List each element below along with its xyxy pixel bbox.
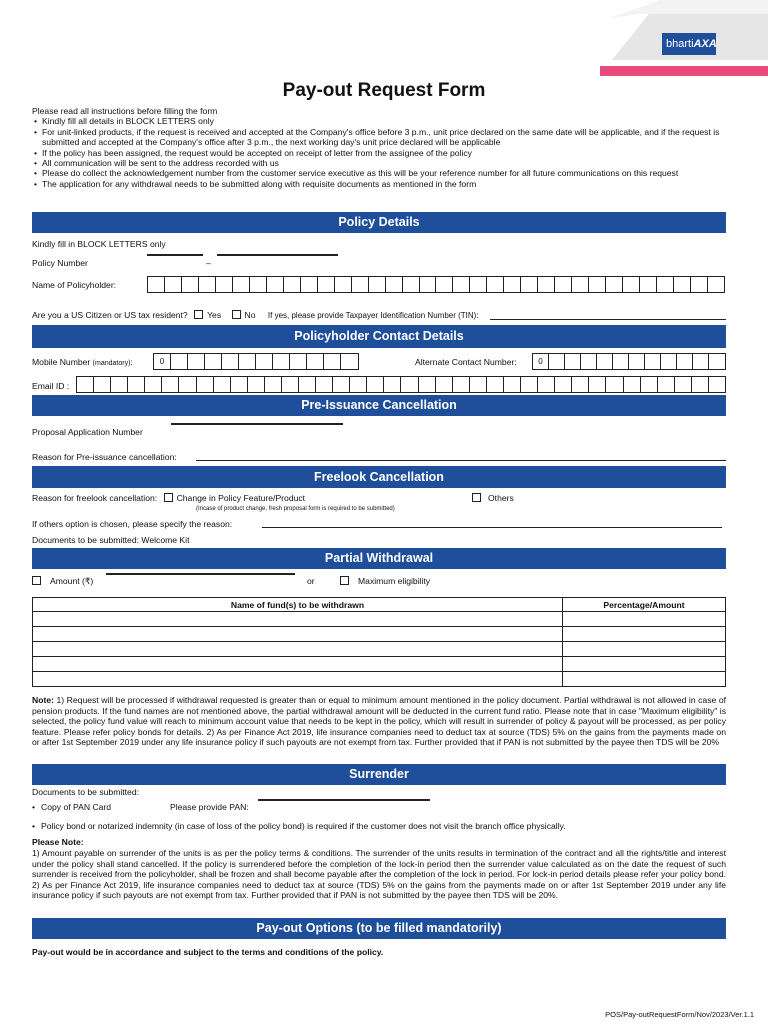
change-policy-checkbox[interactable] — [164, 493, 173, 502]
policyholder-name-label: Name of Policyholder: — [32, 280, 117, 290]
pre-issuance-reason-label: Reason for Pre-issuance cancellation: — [32, 452, 177, 462]
others-label: Others — [488, 493, 514, 503]
surrender-docs-label: Documents to be submitted: — [32, 787, 139, 797]
freelook-documents: Documents to be submitted: Welcome Kit — [32, 535, 190, 545]
contact-heading: Policyholder Contact Details — [32, 325, 726, 348]
fund-name-cell[interactable] — [33, 672, 563, 687]
instruction-item: • All communication will be sent to the address recorded with us — [32, 158, 726, 168]
bond-item — [32, 821, 566, 831]
payout-heading: Pay-out Options (to be filled mandatorily) — [32, 918, 726, 939]
others-reason-label: If others option is chosen, please specify the reason: — [32, 519, 233, 529]
policy-number-label: Policy Number — [32, 258, 88, 268]
please-note-label: Please Note: — [32, 837, 84, 847]
logo-text-bharti: bharti — [666, 38, 694, 50]
note-label: Note: — [32, 695, 54, 705]
instruction-item: • Please do collect the acknowledgement number from the customer service executive as this will be your reference number for all future communications on this request — [32, 168, 726, 178]
funds-table-header — [33, 598, 726, 612]
alt-prefix: 0 — [533, 354, 549, 369]
email-label: Email ID : — [32, 381, 70, 391]
mobile-label: Mobile Number — [32, 357, 91, 367]
fund-name-cell[interactable] — [33, 612, 563, 627]
table-row — [33, 642, 726, 657]
us-no-label: No — [244, 310, 256, 320]
max-eligibility-label: Maximum eligibility — [358, 576, 431, 586]
policy-details-heading: Policy Details — [32, 212, 726, 233]
surrender-note: 1) Amount payable on surrender of the units is as per the policy terms & conditions. The surrender of the units results in termination of the contract and all the rights/title and interest under the policy shall stand cancelled. If the policy is surrendered before the completion of the lock-in period then the surrender value calculated as on the date the request of such surrender is received from the policyholder, shall be frozen and shall become payable after the completion of the lock in period. For lock-in period details please refer your policy bond. 2) As per Finance Act 2019, life insurance companies need to deduct tax at source (TDS) 5% on the gains from the payments made on or after 1st September 2019 under any life insurance policy if such payouts are not exempt from tax. Further provided that if PAN is not submitted by the payee then TDS will be 20%. — [32, 848, 726, 901]
percentage-cell[interactable] — [563, 627, 726, 642]
tin-input[interactable] — [490, 319, 726, 320]
funds-table — [32, 597, 726, 687]
change-policy-label: Change in Policy Feature/Product — [176, 493, 306, 503]
us-no-checkbox[interactable] — [232, 310, 241, 319]
mobile-number-field[interactable] — [153, 353, 359, 370]
others-reason-input[interactable] — [262, 527, 722, 528]
footer-code: POS/Pay-outRequestForm/Nov/2023/Ver.1.1 — [605, 1010, 754, 1019]
policy-number-dash: – — [206, 258, 211, 268]
us-yes-checkbox[interactable] — [194, 310, 203, 319]
amount-checkbox[interactable] — [32, 576, 41, 585]
email-field[interactable] — [76, 376, 726, 393]
change-policy-note: (Incase of product change, fresh proposal form is required to be submitted) — [196, 506, 395, 512]
policy-number-part2[interactable] — [217, 254, 338, 256]
others-checkbox[interactable] — [472, 493, 481, 502]
instructions-intro: Please read all instructions before filling the form — [32, 106, 218, 116]
alt-contact-field[interactable] — [532, 353, 726, 370]
amount-label: Amount (₹) — [50, 576, 94, 586]
bullet: • — [32, 821, 36, 831]
table-row — [33, 657, 726, 672]
amount-option — [32, 576, 93, 586]
amount-field[interactable] — [106, 573, 295, 575]
policy-number-part1[interactable] — [147, 254, 203, 256]
bullet: • — [32, 802, 36, 812]
percentage-cell[interactable] — [563, 657, 726, 672]
table-row — [33, 672, 726, 687]
partial-withdrawal-heading: Partial Withdrawal — [32, 548, 726, 569]
percentage-cell[interactable] — [563, 612, 726, 627]
fund-name-cell[interactable] — [33, 627, 563, 642]
instruction-item: • If the policy has been assigned, the request would be accepted on receipt of letter from the assignee of the policy — [32, 148, 726, 158]
fund-name-header: Name of fund(s) to be withdrawn — [33, 598, 563, 612]
pan-copy-item — [32, 802, 111, 812]
alt-contact-label: Alternate Contact Number: — [415, 357, 517, 367]
freelook-heading: Freelook Cancellation — [32, 466, 726, 488]
pan-prompt: Please provide PAN: — [170, 802, 249, 812]
bond-item-text: Policy bond or notarized indemnity (in case of loss of the policy bond) is required if the customer does not visit the branch office physically. — [41, 821, 566, 831]
instructions — [32, 106, 726, 189]
table-row — [33, 612, 726, 627]
policy-hint: Kindly fill in BLOCK LETTERS only — [32, 239, 166, 249]
page-title: Pay-out Request Form — [282, 80, 486, 101]
max-eligibility-option — [340, 576, 430, 586]
instructions-list — [32, 116, 726, 189]
percentage-cell[interactable] — [563, 642, 726, 657]
pan-copy-label: Copy of PAN Card — [41, 802, 112, 812]
mobile-prefix: 0 — [154, 354, 171, 369]
note-text: 1) Request will be processed if withdrawal requested is greater than or equal to minimum amount mentioned in the policy document. Partial withdrawal is not allowed in case of pension products. If the fund names are not mentioned above, the partial withdrawal amount will be deducted in the current fund ratio. Please note that in case "Maximum eligibility" is selected, the policy fund value will reach to minimum account value that needs to be kept in the policy, which will result in surrender of policy & payout will be processed, as per policy feature. Please refer policy bonds for details. 2) As per Finance Act 2019, life insurance companies need to deduct tax at source (TDS) 5% on the gains from the payments made on or after 1st September 2019 under any life insurance policy if such payouts are not exempt from tax. Further provided that if PAN is not submitted by the payee then TDS will be 20% — [32, 695, 726, 748]
us-question: Are you a US Citizen or US tax resident? — [32, 310, 188, 320]
proposal-number-label: Proposal Application Number — [32, 427, 143, 437]
logo-text-axa: AXA — [693, 38, 717, 50]
proposal-number-field[interactable] — [171, 423, 343, 425]
table-row — [33, 627, 726, 642]
mobile-label-row — [32, 357, 133, 369]
instruction-item: • Kindly fill all details in BLOCK LETTERS only — [32, 116, 726, 126]
mobile-hint: (mandatory) — [92, 360, 131, 367]
policyholder-name-field[interactable] — [147, 276, 725, 293]
percentage-cell[interactable] — [563, 672, 726, 687]
us-yes-label: Yes — [207, 310, 222, 320]
instruction-item: • For unit-linked products, if the request is received and accepted at the Company's office before 3 p.m., unit price declared on the same date will be applicable, and if the request is submitted and accepted at the Company's office after 3 p.m., the next working day's unit price declared will be applicable — [32, 127, 726, 148]
percentage-header: Percentage/Amount — [563, 598, 726, 612]
partial-withdrawal-note — [32, 695, 726, 748]
pre-issuance-reason-input[interactable] — [196, 460, 726, 461]
or-label: or — [307, 576, 315, 586]
tin-label: If yes, please provide Taxpayer Identification Number (TIN): — [267, 311, 479, 320]
fund-name-cell[interactable] — [33, 657, 563, 672]
freelook-reason-row — [32, 493, 726, 503]
pre-issuance-heading: Pre-Issuance Cancellation — [32, 395, 726, 416]
fund-name-cell[interactable] — [33, 642, 563, 657]
others-option — [472, 493, 514, 503]
freelook-reason-label: Reason for freelook cancellation: — [32, 493, 158, 503]
instruction-item: • The application for any withdrawal needs to be submitted along with requisite documents as mentioned in the form — [32, 179, 726, 189]
payout-text: Pay-out would be in accordance and subject to the terms and conditions of the policy. — [32, 947, 384, 957]
max-eligibility-checkbox[interactable] — [340, 576, 349, 585]
surrender-heading: Surrender — [32, 764, 726, 785]
brand-logo — [662, 33, 716, 55]
pan-field[interactable] — [258, 799, 430, 801]
mobile-colon: : — [130, 357, 133, 367]
